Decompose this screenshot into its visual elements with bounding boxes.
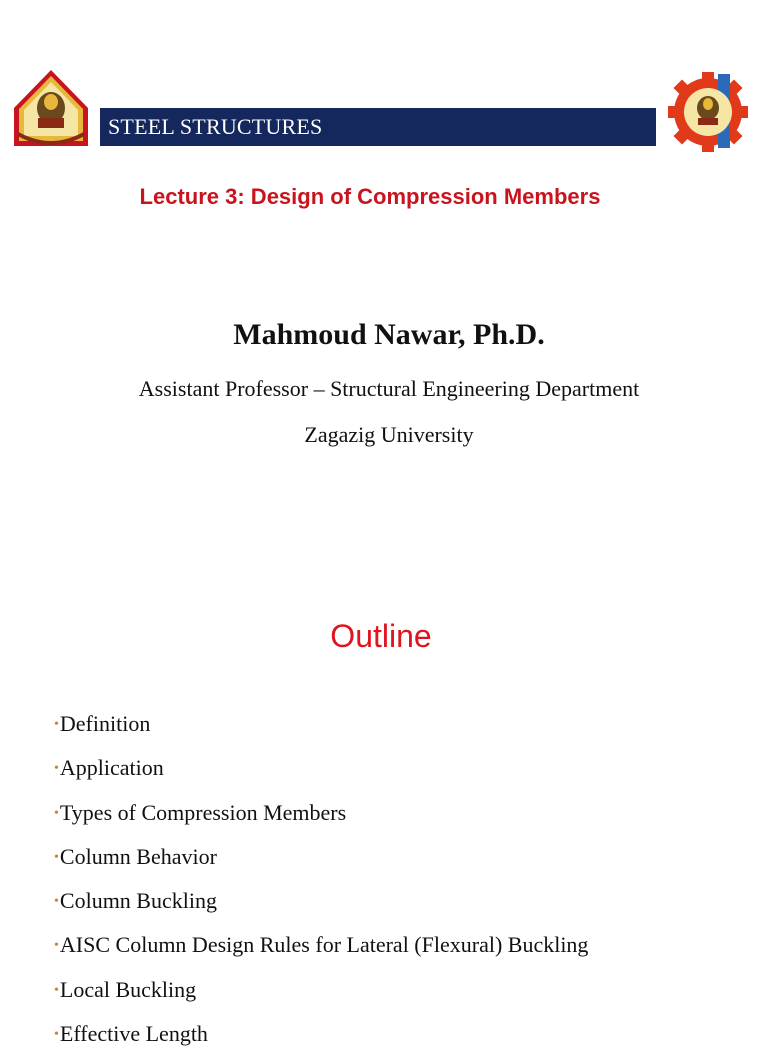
zagazig-university-seal-icon xyxy=(8,68,94,152)
faculty-of-engineering-gear-icon xyxy=(658,68,758,154)
outline-item xyxy=(54,970,588,1014)
lecture-title: Lecture 3: Design of Compression Members xyxy=(139,184,601,209)
outline-item xyxy=(54,1014,588,1058)
faculty-logo xyxy=(658,68,758,154)
bullet-icon: • xyxy=(54,982,59,998)
outline-item-text: Types of Compression Members xyxy=(59,799,347,825)
bullet-icon: • xyxy=(54,849,59,865)
bullet-icon: • xyxy=(54,938,59,954)
outline-item xyxy=(54,837,588,881)
outline-item-text: AISC Column Design Rules for Lateral (Flexural) Buckling xyxy=(59,932,589,958)
outline-item xyxy=(54,793,588,837)
outline-item xyxy=(54,881,588,925)
bullet-icon: • xyxy=(54,761,59,777)
outline-item xyxy=(54,925,588,969)
outline-item-text: Column Behavior xyxy=(59,843,217,869)
outline-item-text: Column Buckling xyxy=(59,888,217,914)
outline-item xyxy=(54,748,588,792)
outline-heading: Outline xyxy=(330,618,432,654)
outline-item-text: Effective Length xyxy=(59,1021,208,1047)
bullet-icon: • xyxy=(54,894,59,910)
outline-item xyxy=(54,704,588,748)
author-name: Mahmoud Nawar, Ph.D. xyxy=(233,318,545,351)
course-title-banner: STEEL STRUCTURES xyxy=(100,108,656,146)
author-position: Assistant Professor – Structural Engineering Department xyxy=(138,376,640,401)
bullet-icon: • xyxy=(54,805,59,821)
bullet-icon: • xyxy=(54,1027,59,1043)
university-logo xyxy=(8,68,94,152)
outline-list xyxy=(54,704,588,1058)
outline-item-text: Application xyxy=(59,755,164,781)
outline-item-text: Definition xyxy=(59,711,151,736)
outline-item-text: Local Buckling xyxy=(59,976,197,1002)
bullet-icon: • xyxy=(54,717,59,732)
author-university: Zagazig University xyxy=(304,422,474,447)
